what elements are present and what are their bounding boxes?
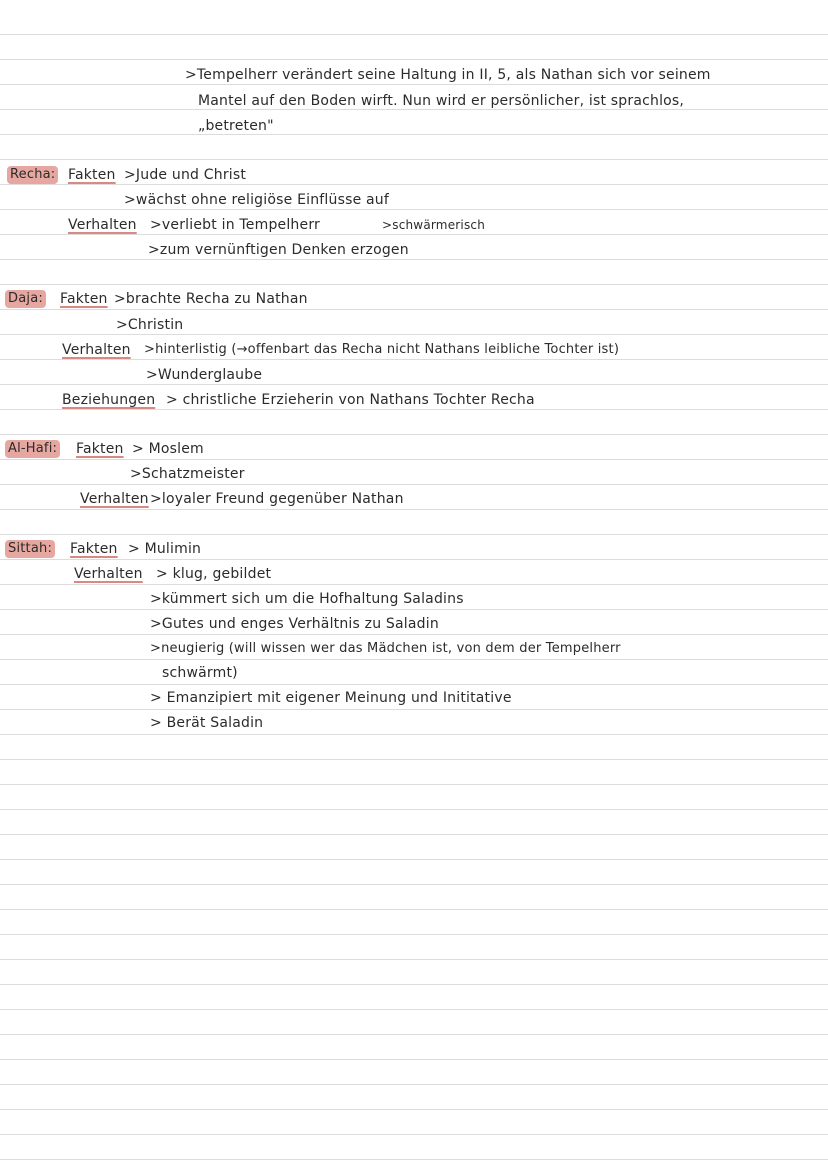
tempelherr-line-3: „betreten" — [198, 118, 274, 134]
alhafi-name-label: Al-Hafi: — [5, 440, 60, 458]
recha-verhalten-item: >schwärmerisch — [382, 218, 485, 232]
alhafi-fakten-item: > Moslem — [132, 441, 204, 457]
daja-fakten-item: >Christin — [116, 317, 184, 333]
daja-verhalten-item: >hinterlistig (→offenbart das Recha nicht Nathans leibliche Tochter ist) — [144, 342, 620, 357]
recha-name-label: Recha: — [7, 166, 58, 184]
recha-fakten-label: Fakten — [68, 167, 116, 183]
daja-verhalten-item: >Wunderglaube — [146, 367, 263, 383]
sittah-fakten-label: Fakten — [70, 541, 118, 557]
alhafi-fakten-label: Fakten — [76, 441, 124, 457]
sittah-verhalten-item: >neugierig (will wissen wer das Mädchen ist, von dem der Tempelherr — [150, 641, 621, 656]
sittah-verhalten-item: > Berät Saladin — [150, 715, 264, 731]
sittah-name-label: Sittah: — [5, 540, 55, 558]
sittah-verhalten-item: schwärmt) — [162, 665, 238, 681]
recha-verhalten-item: >zum vernünftigen Denken erzogen — [148, 242, 409, 258]
sittah-verhalten-item: >Gutes und enges Verhältnis zu Saladin — [150, 616, 439, 632]
alhafi-fakten-item: >Schatzmeister — [130, 466, 245, 482]
recha-fakten-item: >wächst ohne religiöse Einflüsse auf — [124, 192, 390, 208]
alhafi-verhalten-item: >loyaler Freund gegenüber Nathan — [150, 491, 404, 507]
alhafi-verhalten-label: Verhalten — [80, 491, 149, 507]
daja-name-label: Daja: — [5, 290, 46, 308]
sittah-verhalten-label: Verhalten — [74, 566, 143, 582]
daja-fakten-label: Fakten — [60, 291, 108, 307]
sittah-verhalten-item: > klug, gebildet — [156, 566, 272, 582]
daja-beziehungen-label: Beziehungen — [62, 392, 156, 408]
sittah-verhalten-item: >kümmert sich um die Hofhaltung Saladins — [150, 591, 464, 607]
sittah-fakten-item: > Mulimin — [128, 541, 202, 557]
tempelherr-line-1: >Tempelherr verändert seine Haltung in II, 5, als Nathan sich vor seinem — [185, 67, 711, 83]
daja-beziehungen-item: > christliche Erzieherin von Nathans Tochter Recha — [166, 392, 535, 408]
tempelherr-line-2: Mantel auf den Boden wirft. Nun wird er persönlicher, ist sprachlos, — [198, 93, 685, 109]
recha-verhalten-label: Verhalten — [68, 217, 137, 233]
daja-fakten-item: >brachte Recha zu Nathan — [114, 291, 308, 307]
daja-verhalten-label: Verhalten — [62, 342, 131, 358]
sittah-verhalten-item: > Emanzipiert mit eigener Meinung und Inititative — [150, 690, 512, 706]
recha-verhalten-item: >verliebt in Tempelherr — [150, 217, 320, 233]
recha-fakten-item: >Jude und Christ — [124, 167, 247, 183]
